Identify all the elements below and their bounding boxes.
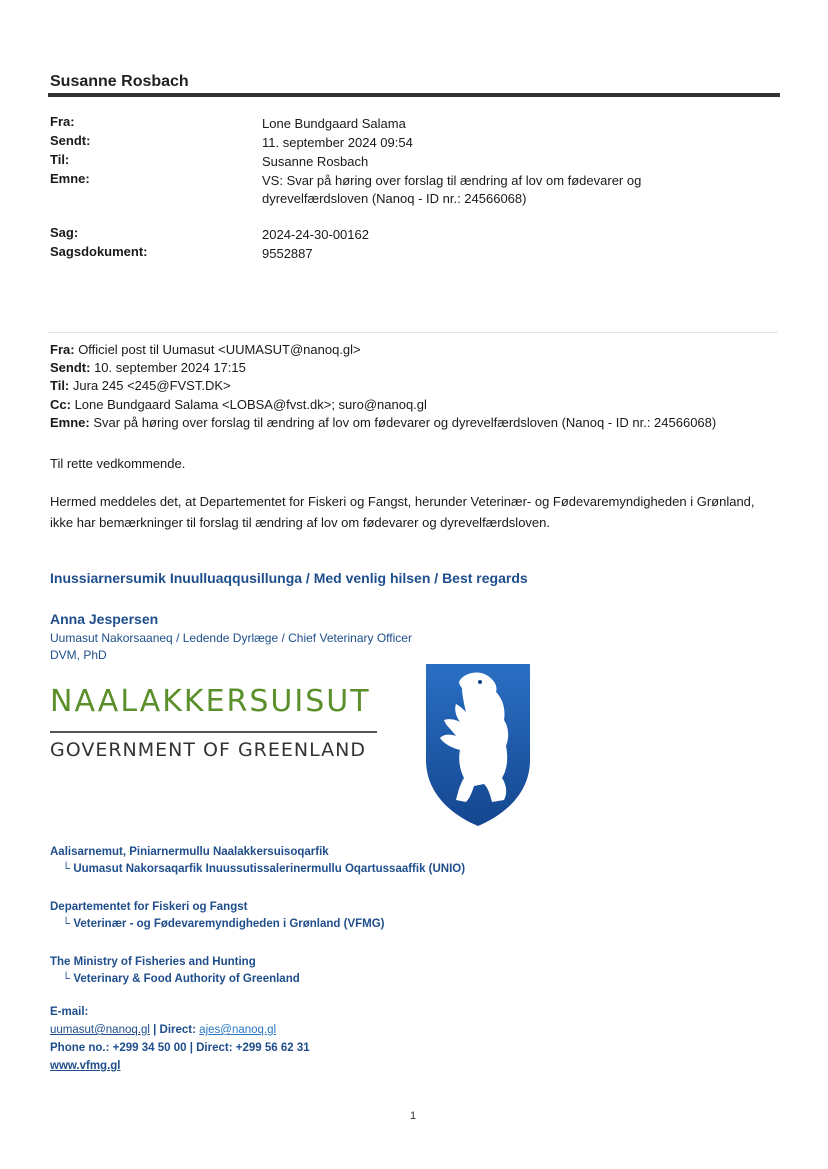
header-value-subject: VS: Svar på høring over forslag til ændring af lov om fødevarer og xyxy=(262,173,642,188)
phone-value: +299 34 50 00 xyxy=(112,1042,187,1054)
header-value-case-doc: 9552887 xyxy=(262,246,313,261)
header-label-subject: Emne: xyxy=(50,171,90,186)
email-label: E-mail: xyxy=(50,1006,89,1018)
fwd-sent xyxy=(50,360,246,375)
sender-name: Susanne Rosbach xyxy=(50,73,189,90)
header-label-case: Sag: xyxy=(50,225,79,240)
header-rule xyxy=(48,93,780,97)
page-number: 1 xyxy=(410,1110,417,1122)
header-label-case-doc: Sagsdokument: xyxy=(50,244,148,259)
fwd-subject xyxy=(50,415,716,430)
header-value-from: Lone Bundgaard Salama xyxy=(262,116,406,131)
org-1-sub: └ Uumasut Nakorsaqarfik Inuussutissalerinermullu Oqartussaaffik (UNIO) xyxy=(62,863,466,875)
fwd-to-label: Til: xyxy=(50,378,70,393)
phone-line xyxy=(50,1042,310,1054)
header-value-case: 2024-24-30-00162 xyxy=(262,227,369,242)
direct-email-link[interactable]: ajes@nanoq.gl xyxy=(199,1024,277,1036)
fwd-sent-label: Sendt: xyxy=(50,360,91,375)
fwd-cc-label: Cc: xyxy=(50,397,71,412)
header-value-subject-cont: dyrevelfærdsloven (Nanoq - ID nr.: 24566068) xyxy=(262,191,527,206)
header-label-sent: Sendt: xyxy=(50,133,91,148)
fwd-from xyxy=(50,342,361,357)
fwd-from-label: Fra: xyxy=(50,342,75,357)
fwd-sent-value: 10. september 2024 17:15 xyxy=(94,360,246,375)
fwd-cc xyxy=(50,397,427,412)
direct-phone-value: +299 56 62 31 xyxy=(235,1042,310,1054)
signature-regards: Inussiarnersumik Inuulluaqqusillunga / Med venlig hilsen / Best regards xyxy=(50,570,528,586)
header-label-to: Til: xyxy=(50,152,70,167)
org-2-name: Departementet for Fiskeri og Fangst xyxy=(50,901,248,913)
fwd-cc-value: Lone Bundgaard Salama <LOBSA@fvst.dk>; suro@nanoq.gl xyxy=(74,397,427,412)
fwd-from-value: Officiel post til Uumasut <UUMASUT@nanoq.gl> xyxy=(78,342,361,357)
header-label-from: Fra: xyxy=(50,114,75,129)
org-1-name: Aalisarnemut, Piniarnermullu Naalakkersuisoqarfik xyxy=(50,846,329,858)
fwd-subject-value: Svar på høring over forslag til ændring af lov om fødevarer og dyrevelfærdsloven (Nanoq - ID nr.: 24566068) xyxy=(93,415,717,430)
body-greeting: Til rette vedkommende. xyxy=(50,456,186,471)
signature-name: Anna Jespersen xyxy=(50,611,159,627)
logo-subtitle: GOVERNMENT OF GREENLAND xyxy=(50,739,366,761)
fwd-to xyxy=(50,378,231,393)
email-line xyxy=(50,1024,276,1036)
org-3-name: The Ministry of Fisheries and Hunting xyxy=(50,956,256,968)
divider xyxy=(48,332,778,333)
header-value-sent: 11. september 2024 09:54 xyxy=(262,135,413,150)
website-link[interactable]: www.vfmg.gl xyxy=(50,1060,121,1072)
direct-label: Direct: xyxy=(196,1042,233,1054)
org-3-sub: └ Veterinary & Food Authority of Greenland xyxy=(62,973,300,985)
separator: | xyxy=(153,1024,157,1036)
fwd-subject-label: Emne: xyxy=(50,415,90,430)
header-value-to: Susanne Rosbach xyxy=(262,154,369,169)
org-2-sub: └ Veterinær - og Fødevaremyndigheden i Grønland (VFMG) xyxy=(62,918,385,930)
polar-bear-coat-of-arms-icon xyxy=(422,660,534,828)
body-paragraph: Hermed meddeles det, at Departementet for Fiskeri og Fangst, herunder Veterinær- og Fødevaremyndigheden i Grønland, ikke har bemærkninger til forslag til ændring af lov om fødevarer og dyrevelfærdsloven. xyxy=(50,494,755,530)
fwd-to-value: Jura 245 <245@FVST.DK> xyxy=(72,378,231,393)
website-line xyxy=(50,1060,121,1072)
email-link[interactable]: uumasut@nanoq.gl xyxy=(50,1024,150,1036)
separator: | xyxy=(189,1042,193,1054)
direct-label: Direct: xyxy=(159,1024,196,1036)
signature-degree: DVM, PhD xyxy=(50,648,107,662)
signature-title: Uumasut Nakorsaaneq / Ledende Dyrlæge / Chief Veterinary Officer xyxy=(50,631,412,645)
logo-wordmark: NAALAKKERSUISUT xyxy=(50,684,371,719)
logo-rule xyxy=(50,731,377,733)
phone-label: Phone no.: xyxy=(50,1042,110,1054)
